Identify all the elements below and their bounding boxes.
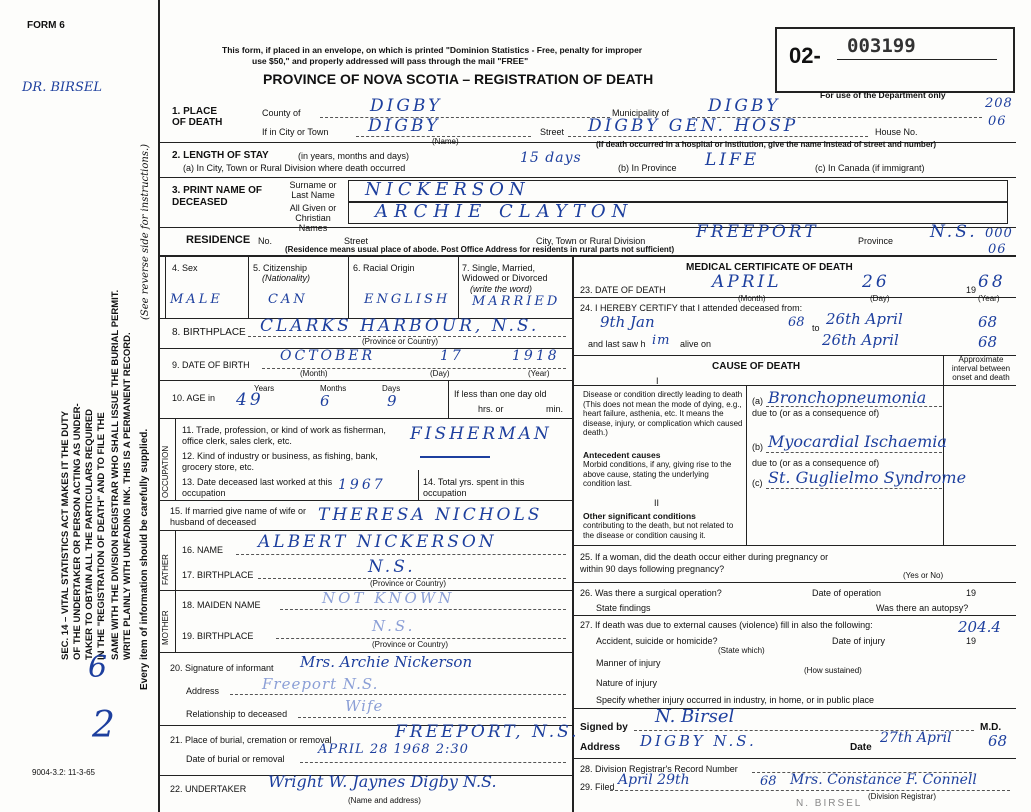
antecedent-label: Antecedent causes [583, 450, 661, 460]
street-label: Street [540, 127, 565, 137]
spouse-value: THERESA NICHOLS [318, 505, 543, 525]
stay-a-label: (a) In City, Town or Rural Division where death occurred [183, 163, 406, 173]
min-label: min. [546, 404, 564, 414]
surname-label: Surname or Last Name [289, 180, 337, 200]
attended-from-year: 68 [788, 315, 805, 330]
state-findings-label: State findings [596, 603, 651, 613]
last-worked-value: 1967 [338, 477, 386, 493]
age-years-label: Years [254, 384, 275, 393]
mother-birthplace-value: N.S. [372, 617, 416, 635]
medical-heading: MEDICAL CERTIFICATE OF DEATH [686, 262, 853, 273]
filed-year: 68 [760, 774, 777, 789]
side-text-4: IN THE "REGISTRATION OF DEATH" AND TO FILE THE [96, 412, 107, 660]
other-conditions-label: Other significant conditions [583, 511, 696, 521]
residence-note: (Residence means usual place of abode. Post Office Address for residents in rural parts not sufficient) [285, 245, 675, 254]
envelope-note-1: This form, if placed in an envelope, on which is printed "Dominion Statistics - Free, penalty for improper [222, 45, 643, 55]
citizenship-value: CAN [268, 292, 308, 307]
birthplace-label: 8. BIRTHPLACE [172, 327, 246, 338]
mother-name-value: NOT KNOWN [322, 589, 455, 607]
cause-a-prefix: (a) [752, 396, 763, 406]
informant-label: 20. Signature of informant [170, 663, 274, 673]
autopsy-label: Was there an autopsy? [876, 603, 969, 613]
hrs-label: hrs. or [478, 404, 504, 414]
cause-b-due-to: due to (or as a consequence of) [752, 458, 880, 468]
under-day-label: If less than one day old [454, 389, 547, 399]
attended-to-label: to [812, 323, 820, 333]
date-of-death-month: APRIL [712, 272, 782, 292]
signature-date-label: Date [850, 742, 872, 753]
trade-value: FISHERMAN [410, 424, 552, 444]
attended-from: 9th Jan [600, 313, 655, 331]
signed-by-label: Signed by [580, 722, 628, 733]
occupation-vertical-label: OCCUPATION [161, 445, 170, 498]
undertaker-label: 22. UNDERTAKER [170, 784, 247, 794]
dod-day-caption: (Day) [870, 294, 890, 303]
relationship-label: Relationship to deceased [186, 709, 288, 719]
municipality-label: Municipality of [612, 108, 670, 118]
q29-label: 29. Filed [580, 782, 615, 792]
age-label: 10. AGE in [172, 393, 216, 403]
marital-label: 7. Single, Married, Widowed or Divorced [462, 263, 548, 283]
bottom-stamp: N. BIRSEL [796, 798, 863, 809]
q28-label: 28. Division Registrar's Record Number [580, 764, 738, 774]
cause-a-due-to: due to (or as a consequence of) [752, 408, 880, 418]
age-days-label: Days [382, 384, 401, 393]
spouse-label: 15. If married give name of wife or husband of deceased [170, 506, 307, 527]
cause-b-prefix: (b) [752, 442, 763, 452]
burial-date-value: APRIL 28 1968 2:30 [318, 742, 469, 757]
mother-vertical-label: MOTHER [161, 610, 170, 645]
accident-label: Accident, suicide or homicide? [596, 636, 718, 646]
side-every-item: Every item of information should be carefully supplied. [139, 428, 150, 690]
cause-c-value: St. Guglielmo Syndrome [768, 468, 967, 487]
date-of-death-year: 68 [978, 272, 1006, 292]
registration-prefix: 02- [789, 43, 821, 68]
q27-code: 204.4 [958, 618, 1001, 636]
print-name-label: 3. PRINT NAME OF DECEASED [172, 185, 263, 208]
annotation-doctor: DR. BIRSEL [22, 80, 102, 95]
direct-cause-label: Disease or condition directly leading to death (This does not mean the mode of dying, e.g., heart failure, asthenia, etc. It means the disease, injury, or complication which caused death.) [583, 390, 743, 437]
last-seen-date: 26th April [822, 331, 899, 349]
side-mark-1: 6 [88, 650, 108, 685]
side-text-5: SAME WITH THE DIVISION REGISTRAR WHO SHALL ISSUE THE BURIAL PERMIT. [110, 289, 121, 660]
cause-a-value: Bronchopneumonia [768, 388, 927, 407]
age-days-value: 9 [387, 392, 400, 410]
md-label: M.D. [980, 722, 1002, 733]
signature-address-label: Address [580, 742, 621, 753]
dept-code-4: 06 [988, 242, 1007, 257]
side-instructions: (See reverse side for instructions.) [140, 143, 151, 320]
length-of-stay-caption: (in years, months and days) [298, 151, 410, 161]
informant-signature: Mrs. Archie Nickerson [300, 653, 473, 671]
form-number: FORM 6 [27, 20, 65, 31]
side-text-3: TAKER TO OBTAIN ALL THE PARTICULARS REQUIRED [84, 408, 95, 660]
envelope-note-2: use $50," and properly addressed will pass through the mail "FREE" [252, 56, 529, 66]
side-mark-2: 2 [92, 705, 115, 746]
municipality-value: DIGBY [708, 96, 781, 116]
date-of-operation-label: Date of operation [812, 588, 882, 598]
other-conditions-sub: contributing to the death, but not related to the disease or condition causing it. [583, 521, 734, 540]
mother-name-label: 18. MAIDEN NAME [182, 600, 261, 610]
form-title: PROVINCE OF NOVA SCOTIA – REGISTRATION OF DEATH [263, 71, 654, 87]
residence-province-label: Province [858, 236, 894, 246]
dob-month: OCTOBER [280, 348, 376, 364]
cause-b-value: Myocardial Ischaemia [768, 432, 947, 451]
certify-label: 24. I HEREBY CERTIFY that I attended deceased from: [580, 303, 803, 313]
dob-month-caption: (Month) [300, 369, 328, 378]
residence-no-label: No. [258, 236, 273, 246]
age-months-value: 6 [320, 392, 333, 410]
dept-code-3: 000 [985, 226, 1013, 241]
date-of-death-day: 26 [862, 272, 890, 292]
relationship-value: Wife [345, 697, 384, 715]
racial-origin-value: ENGLISH [364, 292, 451, 307]
county-label: County of [262, 108, 301, 118]
undertaker-caption: (Name and address) [348, 796, 421, 805]
date-of-injury-label: Date of injury [832, 636, 886, 646]
last-worked-label: 13. Date deceased last worked at this occupation [182, 477, 333, 498]
residence-province-value: N.S. [930, 222, 978, 242]
q26-label: 26. Was there a surgical operation? [580, 588, 722, 598]
father-birthplace-value: N.S. [368, 557, 416, 577]
residence-street-label: Street [344, 236, 369, 246]
last-seen-who: im [652, 333, 671, 348]
signature-date-year: 68 [988, 732, 1008, 750]
q25-yes-no: (Yes or No) [903, 571, 944, 580]
dob-year-caption: (Year) [528, 369, 550, 378]
signature-date-value: 27th April [880, 730, 952, 746]
stay-b-value: LIFE [705, 150, 760, 170]
informant-address-label: Address [186, 686, 220, 696]
burial-place-label: 21. Place of burial, cremation or removal [170, 735, 332, 745]
marital-value: MARRIED [472, 294, 561, 309]
cause-of-death-heading: CAUSE OF DEATH [712, 361, 801, 372]
sex-label: 4. Sex [172, 263, 198, 273]
county-value: DIGBY [370, 96, 443, 116]
industry-label: 12. Kind of industry or business, as fishing, bank, grocery store, etc. [182, 451, 378, 472]
dob-day: 17 [440, 348, 464, 364]
side-text-2: OF THE UNDERTAKER OR PERSON ACTING AS UNDER- [72, 403, 83, 660]
marital-sub: (write the word) [470, 284, 533, 294]
father-vertical-label: FATHER [161, 554, 170, 585]
dept-code-1: 208 [985, 96, 1013, 111]
birthplace-caption: (Province or Country) [362, 337, 439, 346]
institution-note: (If death occurred in a hospital or institution, give the name instead of street and number) [596, 140, 937, 149]
specify-injury-label: Specify whether injury occurred in industry, in home, or in public place [596, 695, 874, 705]
street-value: DIGBY GEN. HOSP [588, 116, 799, 136]
given-names-label: All Given or Christian Names [289, 203, 337, 233]
registrar-caption: (Division Registrar) [868, 792, 937, 801]
dod-month-caption: (Month) [738, 294, 766, 303]
dept-use-label: For use of the Department only [820, 90, 946, 100]
dob-label: 9. DATE OF BIRTH [172, 360, 250, 370]
residence-label: RESIDENCE [186, 234, 251, 246]
q25-label: 25. If a woman, did the death occur either during pregnancy or within 90 days following pregnancy? [580, 552, 829, 574]
birthplace-value: CLARKS HARBOUR, N.S. [260, 316, 540, 336]
cause-c-prefix: (c) [752, 478, 763, 488]
registration-number: 003199 [847, 35, 916, 57]
attended-to-year: 68 [978, 313, 998, 331]
date-of-death-year-prefix: 19 [966, 285, 977, 295]
stay-c-label: (c) In Canada (if immigrant) [815, 163, 925, 173]
date-of-injury-year: 19 [966, 636, 977, 646]
sex-value: MALE [170, 292, 223, 307]
father-birthplace-caption: (Province or Country) [370, 579, 447, 588]
length-of-stay-label: 2. LENGTH OF STAY [172, 150, 269, 161]
residence-city-value: FREEPORT [696, 222, 819, 242]
age-months-label: Months [320, 384, 347, 393]
father-name-value: ALBERT NICKERSON [258, 532, 497, 552]
q27-label: 27. If death was due to external causes (violence) fill in also the following: [580, 620, 873, 630]
dob-day-caption: (Day) [430, 369, 450, 378]
given-names-value: ARCHIE CLAYTON [375, 201, 634, 222]
undertaker-value: Wright W. Jaynes Digby N.S. [268, 772, 497, 791]
city-label: If in City or Town [262, 127, 329, 137]
house-no-label: House No. [875, 127, 918, 137]
place-of-death-label: 1. PLACE OF DEATH [172, 106, 223, 128]
city-value: DIGBY [368, 116, 441, 136]
informant-address-value: Freeport N.S. [262, 675, 379, 693]
mother-birthplace-caption: (Province or Country) [372, 640, 449, 649]
roman-two: II [654, 498, 660, 508]
dod-year-caption: (Year) [978, 294, 1000, 303]
trade-label: 11. Trade, profession, or kind of work as fisherman, office clerk, sales clerk, etc. [182, 425, 386, 446]
signature-address-value: DIGBY N.S. [640, 732, 757, 750]
side-text-6: WRITE PLAINLY WITH UNFADING INK. THIS IS A PERMANENT RECORD. [122, 332, 133, 660]
signed-by-value: N. Birsel [655, 706, 735, 727]
registration-number-box [775, 27, 1015, 93]
antecedent-sub: Morbid conditions, if any, giving rise to the above cause, stating the underlying condition last. [583, 460, 732, 488]
dob-year: 1918 [512, 348, 560, 364]
roman-one: I [656, 376, 659, 386]
registrar-name: Mrs. Constance F. Connell [790, 772, 977, 788]
interval-label: Approximate interval between onset and death [951, 355, 1011, 382]
racial-origin-label: 6. Racial Origin [353, 263, 415, 273]
manner-of-injury-label: Manner of injury [596, 658, 661, 668]
last-seen-label: and last saw h [588, 339, 646, 349]
citizenship-sub: (Nationality) [262, 273, 311, 283]
city-name-caption: (Name) [432, 137, 459, 146]
years-spent-label: 14. Total yrs. spent in this occupation [423, 477, 525, 498]
nature-of-injury-label: Nature of injury [596, 678, 658, 688]
citizenship-label: 5. Citizenship [253, 263, 308, 273]
residence-city-label: City, Town or Rural Division [536, 236, 646, 246]
burial-place-value: FREEPORT, N.S. [395, 722, 580, 742]
side-text-1: SEC. 14 – VITAL STATISTICS ACT MAKES IT THE DUTY [60, 410, 71, 660]
burial-date-label: Date of burial or removal [186, 754, 285, 764]
last-seen-year: 68 [978, 333, 998, 351]
stay-b-label: (b) In Province [618, 163, 677, 173]
state-which-caption: (State which) [718, 646, 765, 655]
form-code: 9004-3.2: 11-3-65 [32, 768, 96, 777]
father-name-label: 16. NAME [182, 545, 224, 555]
how-sustained-caption: (How sustained) [804, 666, 862, 675]
attended-to: 26th April [826, 310, 903, 328]
stay-a-value: 15 days [520, 150, 582, 166]
date-of-death-label: 23. DATE OF DEATH [580, 285, 666, 295]
father-birthplace-label: 17. BIRTHPLACE [182, 570, 254, 580]
age-years-value: 49 [236, 390, 264, 410]
filed-date: April 29th [618, 772, 690, 788]
alive-on-label: alive on [680, 339, 712, 349]
mother-birthplace-label: 19. BIRTHPLACE [182, 631, 254, 641]
date-of-operation-year: 19 [966, 588, 977, 598]
dept-code-2: 06 [988, 114, 1007, 129]
surname-value: NICKERSON [365, 179, 530, 200]
